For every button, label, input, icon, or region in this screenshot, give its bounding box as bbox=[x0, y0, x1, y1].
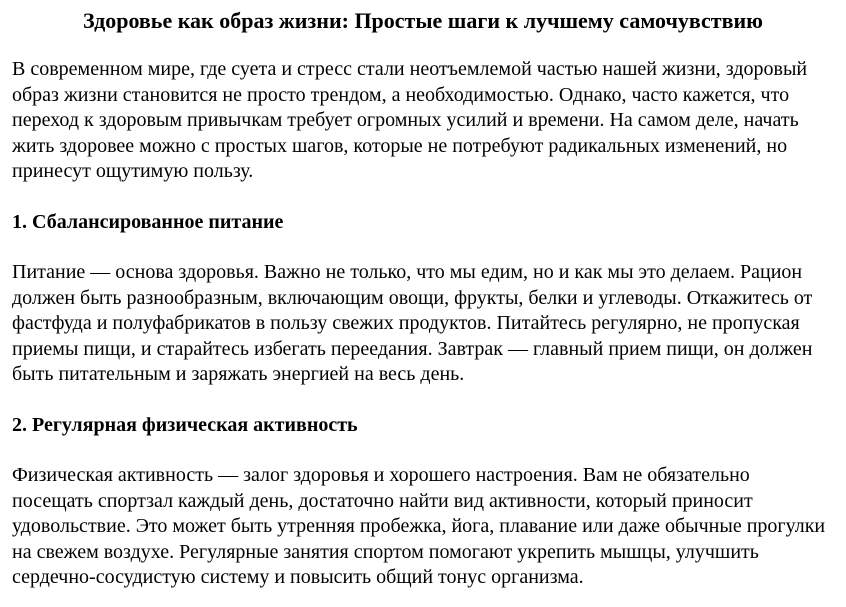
section-heading-activity: 2. Регулярная физическая активность bbox=[12, 413, 358, 436]
intro-paragraph: В современном мире, где суета и стресс стали неотъемлемой частью нашей жизни, здоровый образ жизни становится не просто трендом, а необходимостью. Однако, часто кажется, что переход к здоровым привычкам требует огромных усилий и времени. На самом деле, начать жить здоровее можно с простых шагов, которые не потребуют радикальных изменений, но принесут ощутимую пользу. bbox=[12, 58, 808, 182]
article-title: Здоровье как образ жизни: Простые шаги к лучшему самочувствию bbox=[83, 8, 763, 33]
section-text-nutrition: Питание — основа здоровья. Важно не только, что мы едим, но и как мы это делаем. Рацион должен быть разнообразным, включающим овощи, фрукты, белки и углеводы. Откажитесь от фастфуда и полуфабрикатов в пользу свежих продуктов. Питайтесь регулярно, не пропуская приемы пищи, и старайтесь избегать переедания. Завтрак — главный прием пищи, он должен быть питательным и заряжать энергией на весь день. bbox=[12, 261, 813, 385]
section-heading-nutrition: 1. Сбалансированное питание bbox=[12, 210, 284, 233]
section-text-activity: Физическая активность — залог здоровья и хорошего настроения. Вам не обязательно посещать спортзал каждый день, достаточно найти вид активности, который приносит удовольствие. Это может быть утренняя пробежка, йога, плавание или даже обычные прогулки на свежем воздухе. Регулярные занятия спортом помогают укрепить мышцы, улучшить сердечно-сосудистую систему и повысить общий тонус организма. bbox=[12, 464, 826, 588]
